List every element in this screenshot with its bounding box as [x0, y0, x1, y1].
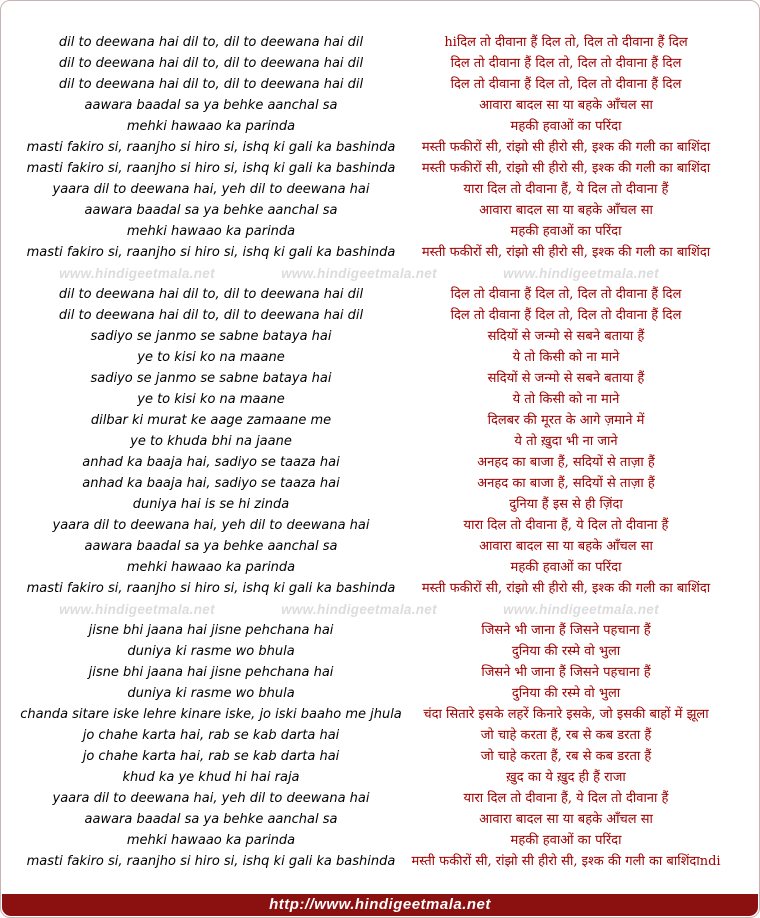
roman-lyric-line: jisne bhi jaana hai jisne pehchana hai: [88, 665, 334, 680]
roman-lyric-line: dil to deewana hai dil to, dil to deewana hai dil: [58, 308, 364, 323]
hindi-lyric-line: ख़ुद का ये ख़ुद ही हैं राजा: [506, 770, 626, 785]
hindi-lyric-line: अनहद का बाजा हैं, सदियों से ताज़ा हैं: [477, 455, 655, 470]
hindi-lyric-line: दिल तो दीवाना हैं दिल तो, दिल तो दीवाना हैं दिल: [450, 308, 682, 323]
hindi-lyric-line: अनहद का बाजा हैं, सदियों से ताज़ा हैं: [477, 476, 655, 491]
roman-lyric-line: masti fakiro si, raanjho si hiro si, ishq ki gali ka bashinda: [26, 581, 396, 596]
roman-lyric-line: aawara baadal sa ya behke aanchal sa: [84, 98, 338, 113]
hindi-lyric-line: मस्ती फकीरों सी, रांझो सी हीरो सी, इश्क की गली का बाशिंदा: [421, 581, 711, 596]
roman-lyric-line: ye to kisi ko na maane: [137, 350, 285, 365]
footer-url-link[interactable]: http://www.hindigeetmala.net: [2, 894, 758, 916]
roman-lyric-line: dilbar ki murat ke aage zamaane me: [90, 413, 332, 428]
watermark-row-1: [26, 263, 756, 284]
hindi-lyric-line: सदियों से जन्मो से सबने बताया हैं: [487, 371, 645, 386]
hindi-lyric-line: जिसने भी जाना हैं जिसने पहचाना हैं: [481, 665, 651, 680]
hindi-lyric-line: दिल तो दीवाना हैं दिल तो, दिल तो दीवाना हैं दिल: [450, 56, 682, 71]
roman-lyric-line: masti fakiro si, raanjho si hiro si, ishq ki gali ka bashinda: [26, 854, 396, 869]
hindi-lyric-line: ये तो किसी को ना माने: [512, 350, 620, 365]
hindi-lyric-line: महकी हवाओं का परिंदा: [510, 833, 622, 848]
roman-lyric-line: dil to deewana hai dil to, dil to deewana hai dil: [58, 77, 364, 92]
watermark-text: www.hindigeetmala.net: [59, 602, 215, 617]
hindi-lyric-line: जो चाहे करता हैं, रब से कब डरता हैं: [480, 728, 652, 743]
roman-lyric-line: jo chahe karta hai, rab se kab darta hai: [82, 749, 340, 764]
roman-lyric-line: yaara dil to deewana hai, yeh dil to deewana hai: [52, 791, 370, 806]
hindi-lyric-line: hiदिल तो दीवाना हैं दिल तो, दिल तो दीवाना हैं दिल: [444, 35, 688, 50]
roman-lyric-line: dil to deewana hai dil to, dil to deewana hai dil: [58, 35, 364, 50]
roman-lyric-line: khud ka ye khud hi hai raja: [122, 770, 300, 785]
hindi-lyric-line: मस्ती फकीरों सी, रांझो सी हीरो सी, इश्क की गली का बाशिंदा: [421, 161, 711, 176]
hindi-lyric-line: महकी हवाओं का परिंदा: [510, 224, 622, 239]
watermark-text: www.hindigeetmala.net: [59, 266, 215, 281]
hindi-lyric-line: जिसने भी जाना हैं जिसने पहचाना हैं: [481, 623, 651, 638]
hindi-lyrics-column: [381, 32, 751, 872]
hindi-lyric-line: ये तो किसी को ना माने: [512, 392, 620, 407]
roman-lyric-line: jo chahe karta hai, rab se kab darta hai: [82, 728, 340, 743]
roman-lyric-line: sadiyo se janmo se sabne bataya hai: [90, 371, 332, 386]
hindi-lyric-line: मस्ती फकीरों सी, रांझो सी हीरो सी, इश्क की गली का बाशिंदा: [421, 140, 711, 155]
roman-lyric-line: mehki hawaao ka parinda: [126, 560, 296, 575]
hindi-lyric-line: दुनिया हैं इस से ही ज़िंदा: [509, 497, 623, 512]
hindi-lyric-line: मस्ती फकीरों सी, रांझो सी हीरो सी, इश्क की गली का बाशिंदाndi: [411, 854, 721, 869]
hindi-lyric-line: यारा दिल तो दीवाना हैं, ये दिल तो दीवाना हैं: [463, 791, 669, 806]
hindi-lyric-line: आवारा बादल सा या बहके आँचल सा: [479, 203, 653, 218]
hindi-lyric-line: महकी हवाओं का परिंदा: [510, 560, 622, 575]
hindi-lyric-line: यारा दिल तो दीवाना हैं, ये दिल तो दीवाना हैं: [463, 182, 669, 197]
roman-lyric-line: mehki hawaao ka parinda: [126, 224, 296, 239]
roman-lyric-line: mehki hawaao ka parinda: [126, 833, 296, 848]
hindi-lyric-line: दुनिया की रस्मे वो भुला: [511, 686, 621, 701]
roman-lyric-line: masti fakiro si, raanjho si hiro si, ishq ki gali ka bashinda: [26, 161, 396, 176]
roman-lyric-line: sadiyo se janmo se sabne bataya hai: [90, 329, 332, 344]
watermark-row-2: [26, 599, 756, 620]
hindi-lyric-line: दिल तो दीवाना हैं दिल तो, दिल तो दीवाना हैं दिल: [450, 287, 682, 302]
hindi-lyric-line: मस्ती फकीरों सी, रांझो सी हीरो सी, इश्क की गली का बाशिंदा: [421, 245, 711, 260]
roman-lyric-line: anhad ka baaja hai, sadiyo se taaza hai: [82, 476, 340, 491]
hindi-lyric-line: दिलबर की मूरत के आगे ज़माने में: [487, 413, 645, 428]
roman-lyric-line: aawara baadal sa ya behke aanchal sa: [84, 539, 338, 554]
roman-lyric-line: jisne bhi jaana hai jisne pehchana hai: [88, 623, 334, 638]
roman-lyric-line: yaara dil to deewana hai, yeh dil to deewana hai: [52, 518, 370, 533]
hindi-lyric-line: चंदा सितारे इसके लहरें किनारे इसके, जो इसकी बाहों में झूला: [423, 707, 709, 722]
roman-lyric-line: aawara baadal sa ya behke aanchal sa: [84, 203, 338, 218]
roman-lyric-line: masti fakiro si, raanjho si hiro si, ishq ki gali ka bashinda: [26, 140, 396, 155]
roman-lyric-line: yaara dil to deewana hai, yeh dil to deewana hai: [52, 182, 370, 197]
roman-lyric-line: anhad ka baaja hai, sadiyo se taaza hai: [82, 455, 340, 470]
hindi-lyric-line: यारा दिल तो दीवाना हैं, ये दिल तो दीवाना हैं: [463, 518, 669, 533]
roman-lyric-line: aawara baadal sa ya behke aanchal sa: [84, 812, 338, 827]
hindi-lyric-line: जो चाहे करता हैं, रब से कब डरता हैं: [480, 749, 652, 764]
roman-lyric-line: ye to kisi ko na maane: [137, 392, 285, 407]
roman-lyric-line: mehki hawaao ka parinda: [126, 119, 296, 134]
watermark-text: www.hindigeetmala.net: [281, 602, 437, 617]
roman-lyrics-column: [11, 32, 411, 872]
watermark-text: www.hindigeetmala.net: [281, 266, 437, 281]
hindi-lyric-line: आवारा बादल सा या बहके आँचल सा: [479, 539, 653, 554]
roman-lyric-line: chanda sitare iske lehre kinare iske, jo iski baaho me jhula: [20, 707, 402, 722]
roman-lyric-line: masti fakiro si, raanjho si hiro si, ishq ki gali ka bashinda: [26, 245, 396, 260]
watermark-text: www.hindigeetmala.net: [503, 266, 659, 281]
roman-lyric-line: dil to deewana hai dil to, dil to deewana hai dil: [58, 287, 364, 302]
watermark-text: www.hindigeetmala.net: [503, 602, 659, 617]
hindi-lyric-line: सदियों से जन्मो से सबने बताया हैं: [487, 329, 645, 344]
hindi-lyric-line: आवारा बादल सा या बहके आँचल सा: [479, 812, 653, 827]
hindi-lyric-line: महकी हवाओं का परिंदा: [510, 119, 622, 134]
roman-lyric-line: dil to deewana hai dil to, dil to deewana hai dil: [58, 56, 364, 71]
hindi-lyric-line: दुनिया की रस्मे वो भुला: [511, 644, 621, 659]
hindi-lyric-line: आवारा बादल सा या बहके आँचल सा: [479, 98, 653, 113]
roman-lyric-line: duniya ki rasme wo bhula: [127, 644, 295, 659]
roman-lyric-line: duniya ki rasme wo bhula: [127, 686, 295, 701]
hindi-lyric-line: दिल तो दीवाना हैं दिल तो, दिल तो दीवाना हैं दिल: [450, 77, 682, 92]
roman-lyric-line: duniya hai is se hi zinda: [132, 497, 290, 512]
roman-lyric-line: ye to khuda bhi na jaane: [130, 434, 292, 449]
hindi-lyric-line: ये तो ख़ुदा भी ना जाने: [514, 434, 618, 449]
